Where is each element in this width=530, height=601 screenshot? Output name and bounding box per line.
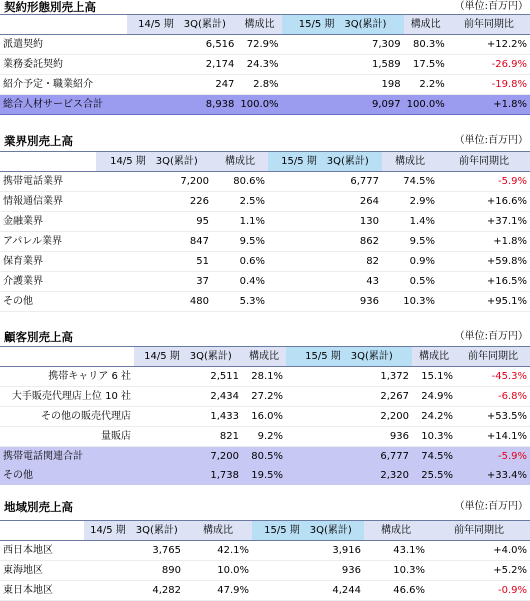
- row-label: 東海地区: [0, 561, 84, 581]
- prev-share: 0.4%: [212, 272, 268, 292]
- yoy-value: +95.1%: [438, 292, 530, 312]
- prev-value: 2,174: [127, 55, 238, 75]
- curr-share: 74.5%: [382, 172, 438, 192]
- header-yoy: 前年同期比: [448, 15, 530, 35]
- prev-share: 27.2%: [242, 387, 286, 407]
- table-row: [0, 292, 530, 312]
- table-row: [0, 387, 530, 407]
- prev-share: 47.9%: [184, 581, 252, 601]
- prev-value: 6,516: [127, 35, 238, 55]
- header-curr-share: 構成比: [382, 152, 438, 172]
- row-label: 携帯キャリア 6 社: [0, 367, 134, 387]
- yoy-value: -6.8%: [456, 387, 530, 407]
- header-blank: [0, 347, 134, 367]
- header-prev-share: 構成比: [212, 152, 268, 172]
- table-row: [0, 427, 530, 447]
- curr-value: 198: [282, 75, 404, 95]
- curr-value: 2,320: [286, 466, 412, 485]
- curr-value: 130: [268, 212, 382, 232]
- prev-share: 80.6%: [212, 172, 268, 192]
- header-curr-period: 15/5 期 3Q(累計): [282, 15, 404, 35]
- row-label: 量販店: [0, 427, 134, 447]
- yoy-value: -26.9%: [448, 55, 530, 75]
- sales-table: [0, 520, 530, 601]
- yoy-value: +16.6%: [438, 192, 530, 212]
- total-row: [0, 95, 530, 115]
- row-label: 業務委託契約: [0, 55, 127, 75]
- prev-value: 7,200: [96, 172, 212, 192]
- curr-value: 6,777: [268, 172, 382, 192]
- curr-value: 1,589: [282, 55, 404, 75]
- table-row: [0, 55, 530, 75]
- table-row: [0, 407, 530, 427]
- section-title: 地域別売上高: [4, 500, 73, 514]
- curr-value: 82: [268, 252, 382, 272]
- yoy-value: +12.2%: [448, 35, 530, 55]
- subtotal-row: [0, 447, 530, 467]
- yoy-value: -45.3%: [456, 367, 530, 387]
- curr-value: 1,372: [286, 367, 412, 387]
- header-prev-period: 14/5 期 3Q(累計): [84, 521, 184, 541]
- curr-share: 2.2%: [404, 75, 448, 95]
- sales-table: [0, 346, 530, 485]
- row-label: 西日本地区: [0, 541, 84, 561]
- prev-value: 95: [96, 212, 212, 232]
- prev-value: 847: [96, 232, 212, 252]
- table-row: [0, 172, 530, 192]
- prev-value: 1,738: [134, 466, 242, 485]
- yoy-value: -5.9%: [438, 172, 530, 192]
- table-row: [0, 75, 530, 95]
- prev-value: 37: [96, 272, 212, 292]
- prev-share: 9.2%: [242, 427, 286, 447]
- row-label: 介護業界: [0, 272, 96, 292]
- table-row: [0, 212, 530, 232]
- row-label: 携帯電話業界: [0, 172, 96, 192]
- table-header-row: [0, 15, 530, 35]
- section-title: 契約形態別売上高: [4, 0, 96, 14]
- prev-value: 890: [84, 561, 184, 581]
- curr-share: 10.3%: [364, 561, 428, 581]
- other-row: [0, 466, 530, 485]
- header-curr-period: 15/5 期 3Q(累計): [252, 521, 364, 541]
- table-row: [0, 541, 530, 561]
- prev-value: 226: [96, 192, 212, 212]
- prev-value: 4,282: [84, 581, 184, 601]
- prev-value: 51: [96, 252, 212, 272]
- unit-label: （単位:百万円）: [454, 135, 528, 146]
- curr-share: 17.5%: [404, 55, 448, 75]
- yoy-value: +33.4%: [456, 466, 530, 485]
- curr-share: 80.3%: [404, 35, 448, 55]
- curr-value: 7,309: [282, 35, 404, 55]
- unit-label: （単位:百万円）: [454, 1, 528, 12]
- prev-value: 2,434: [134, 387, 242, 407]
- header-blank: [0, 152, 96, 172]
- header-curr-period: 15/5 期 3Q(累計): [268, 152, 382, 172]
- curr-share: 100.0%: [404, 95, 448, 115]
- yoy-value: -0.9%: [428, 581, 530, 601]
- curr-share: 1.4%: [382, 212, 438, 232]
- header-curr-share: 構成比: [364, 521, 428, 541]
- table-row: [0, 35, 530, 55]
- yoy-value: -19.8%: [448, 75, 530, 95]
- curr-value: 936: [286, 427, 412, 447]
- curr-share: 46.6%: [364, 581, 428, 601]
- row-label: 総合人材サービス合計: [0, 95, 127, 115]
- yoy-value: +59.8%: [438, 252, 530, 272]
- curr-value: 862: [268, 232, 382, 252]
- prev-value: 8,938: [127, 95, 238, 115]
- row-label: その他: [0, 292, 96, 312]
- prev-share: 80.5%: [242, 447, 286, 467]
- sales-table: [0, 14, 530, 115]
- header-blank: [0, 15, 127, 35]
- header-yoy: 前年同期比: [428, 521, 530, 541]
- header-prev-share: 構成比: [242, 347, 286, 367]
- header-prev-share: 構成比: [184, 521, 252, 541]
- yoy-value: +1.8%: [438, 232, 530, 252]
- yoy-value: +14.1%: [456, 427, 530, 447]
- yoy-value: +37.1%: [438, 212, 530, 232]
- curr-share: 10.3%: [382, 292, 438, 312]
- yoy-value: -5.9%: [456, 447, 530, 467]
- prev-share: 24.3%: [237, 55, 281, 75]
- curr-value: 2,267: [286, 387, 412, 407]
- section-title: 業界別売上高: [4, 134, 73, 148]
- header-prev-period: 14/5 期 3Q(累計): [134, 347, 242, 367]
- curr-value: 936: [268, 292, 382, 312]
- curr-share: 0.9%: [382, 252, 438, 272]
- curr-value: 6,777: [286, 447, 412, 467]
- table-row: [0, 192, 530, 212]
- curr-share: 9.5%: [382, 232, 438, 252]
- curr-value: 264: [268, 192, 382, 212]
- row-label: 金融業界: [0, 212, 96, 232]
- prev-value: 2,511: [134, 367, 242, 387]
- header-yoy: 前年同期比: [438, 152, 530, 172]
- header-prev-share: 構成比: [237, 15, 281, 35]
- curr-share: 43.1%: [364, 541, 428, 561]
- yoy-value: +4.0%: [428, 541, 530, 561]
- prev-value: 480: [96, 292, 212, 312]
- prev-value: 247: [127, 75, 238, 95]
- table-row: [0, 272, 530, 292]
- prev-share: 100.0%: [237, 95, 281, 115]
- curr-value: 2,200: [286, 407, 412, 427]
- yoy-value: +1.8%: [448, 95, 530, 115]
- row-label: 保育業界: [0, 252, 96, 272]
- row-label: アパレル業界: [0, 232, 96, 252]
- curr-share: 15.1%: [412, 367, 456, 387]
- table-row: [0, 252, 530, 272]
- unit-label: （単位:百万円）: [454, 501, 528, 512]
- prev-share: 16.0%: [242, 407, 286, 427]
- row-label: 派遣契約: [0, 35, 127, 55]
- unit-label: （単位:百万円）: [454, 331, 528, 342]
- prev-share: 2.8%: [237, 75, 281, 95]
- curr-value: 43: [268, 272, 382, 292]
- header-prev-period: 14/5 期 3Q(累計): [96, 152, 212, 172]
- table-row: [0, 561, 530, 581]
- yoy-value: +53.5%: [456, 407, 530, 427]
- curr-share: 25.5%: [412, 466, 456, 485]
- curr-value: 9,097: [282, 95, 404, 115]
- header-blank: [0, 521, 84, 541]
- yoy-value: +16.5%: [438, 272, 530, 292]
- sales-table: [0, 151, 530, 312]
- row-label: 情報通信業界: [0, 192, 96, 212]
- prev-value: 821: [134, 427, 242, 447]
- row-label: 東日本地区: [0, 581, 84, 601]
- curr-value: 936: [252, 561, 364, 581]
- curr-value: 3,916: [252, 541, 364, 561]
- curr-share: 0.5%: [382, 272, 438, 292]
- prev-share: 19.5%: [242, 466, 286, 485]
- curr-share: 24.2%: [412, 407, 456, 427]
- header-curr-share: 構成比: [404, 15, 448, 35]
- header-curr-share: 構成比: [412, 347, 456, 367]
- table-row: [0, 367, 530, 387]
- row-label: その他: [0, 466, 134, 485]
- header-yoy: 前年同期比: [456, 347, 530, 367]
- row-label: 大手販売代理店上位 10 社: [0, 387, 134, 407]
- prev-share: 28.1%: [242, 367, 286, 387]
- prev-share: 1.1%: [212, 212, 268, 232]
- curr-share: 24.9%: [412, 387, 456, 407]
- header-prev-period: 14/5 期 3Q(累計): [127, 15, 238, 35]
- prev-share: 10.0%: [184, 561, 252, 581]
- row-label: 携帯電話関連合計: [0, 447, 134, 467]
- prev-share: 72.9%: [237, 35, 281, 55]
- table-header-row: [0, 521, 530, 541]
- curr-share: 2.9%: [382, 192, 438, 212]
- prev-share: 42.1%: [184, 541, 252, 561]
- prev-share: 5.3%: [212, 292, 268, 312]
- prev-value: 3,765: [84, 541, 184, 561]
- section-title: 顧客別売上高: [4, 330, 73, 344]
- yoy-value: +5.2%: [428, 561, 530, 581]
- prev-value: 7,200: [134, 447, 242, 467]
- curr-share: 74.5%: [412, 447, 456, 467]
- row-label: その他の販売代理店: [0, 407, 134, 427]
- curr-value: 4,244: [252, 581, 364, 601]
- table-header-row: [0, 347, 530, 367]
- table-row: [0, 232, 530, 252]
- table-row: [0, 581, 530, 601]
- row-label: 紹介予定・職業紹介: [0, 75, 127, 95]
- prev-share: 9.5%: [212, 232, 268, 252]
- curr-share: 10.3%: [412, 427, 456, 447]
- table-header-row: [0, 152, 530, 172]
- prev-value: 1,433: [134, 407, 242, 427]
- prev-share: 0.6%: [212, 252, 268, 272]
- header-curr-period: 15/5 期 3Q(累計): [286, 347, 412, 367]
- prev-share: 2.5%: [212, 192, 268, 212]
